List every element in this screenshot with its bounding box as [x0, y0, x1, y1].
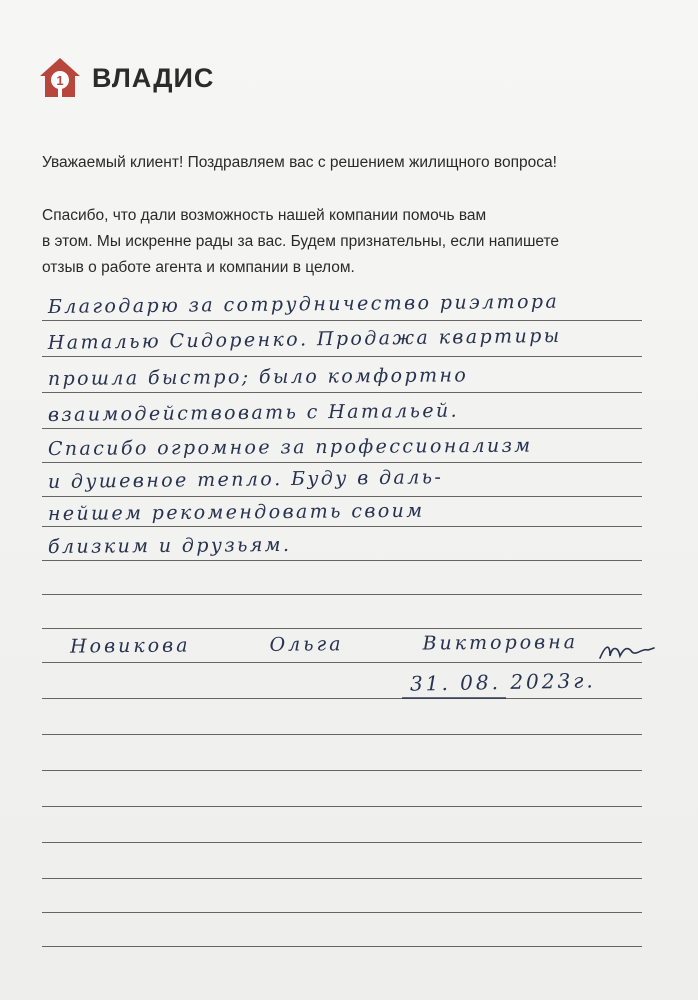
svg-text:1: 1	[56, 73, 64, 88]
handwritten-signature	[598, 640, 656, 662]
brand-name: ВЛАДИС	[92, 62, 215, 93]
ruled-line	[42, 526, 642, 527]
ruled-line	[42, 912, 642, 913]
handwritten-line: Наталью Сидоренко. Продажа квартиры	[47, 324, 562, 354]
ruled-line	[42, 560, 642, 561]
ruled-line	[42, 392, 642, 393]
ruled-line	[42, 806, 642, 807]
ruled-line	[42, 946, 642, 947]
ruled-line	[42, 462, 642, 463]
ruled-line	[42, 594, 642, 595]
handwritten-line: Спасибо огромное за профессионализм	[47, 434, 533, 460]
handwritten-line: нейшем рекомендовать своим	[47, 499, 425, 525]
signer-surname: Новикова	[69, 634, 191, 658]
ruled-line	[42, 842, 642, 843]
signer-first-name: Ольга	[269, 633, 344, 656]
handwritten-line: Благодарю за сотрудничество риэлтора	[47, 290, 560, 318]
paragraph-line: в этом. Мы искренне рады за вас. Будем признательны, если напишете	[42, 233, 560, 250]
house-key-icon	[38, 56, 82, 100]
ruled-line	[42, 628, 642, 629]
handwritten-line: прошла быстро; было комфортно	[47, 364, 469, 390]
greeting-text: Уважаемый клиент! Поздравляем вас с решением жилищного вопроса!	[42, 154, 557, 171]
signer-name	[70, 630, 660, 657]
handwritten-line: взаимодействовать с Натальей.	[47, 399, 460, 426]
ruled-line	[42, 770, 642, 771]
paragraph-line: отзыв о работе агента и компании в целом.	[42, 259, 355, 276]
signer-patronymic: Викторовна	[422, 631, 579, 655]
ruled-line	[42, 698, 642, 699]
ruled-line	[42, 734, 642, 735]
paragraph-line: Спасибо, что дали возможность нашей компании помочь вам	[42, 207, 487, 224]
ruled-line	[42, 662, 642, 663]
company-logo	[38, 56, 214, 100]
review-date: 31. 08. 2023г.	[409, 668, 596, 696]
ruled-line	[42, 320, 642, 321]
ruled-line	[42, 428, 642, 429]
date-underline	[402, 697, 506, 699]
request-paragraph	[42, 203, 652, 281]
ruled-line	[42, 878, 642, 879]
handwritten-line: близким и друзьям.	[47, 533, 292, 558]
ruled-line	[42, 496, 642, 497]
ruled-line	[42, 356, 642, 357]
handwritten-line: и душевное тепло. Буду в даль-	[47, 466, 444, 493]
